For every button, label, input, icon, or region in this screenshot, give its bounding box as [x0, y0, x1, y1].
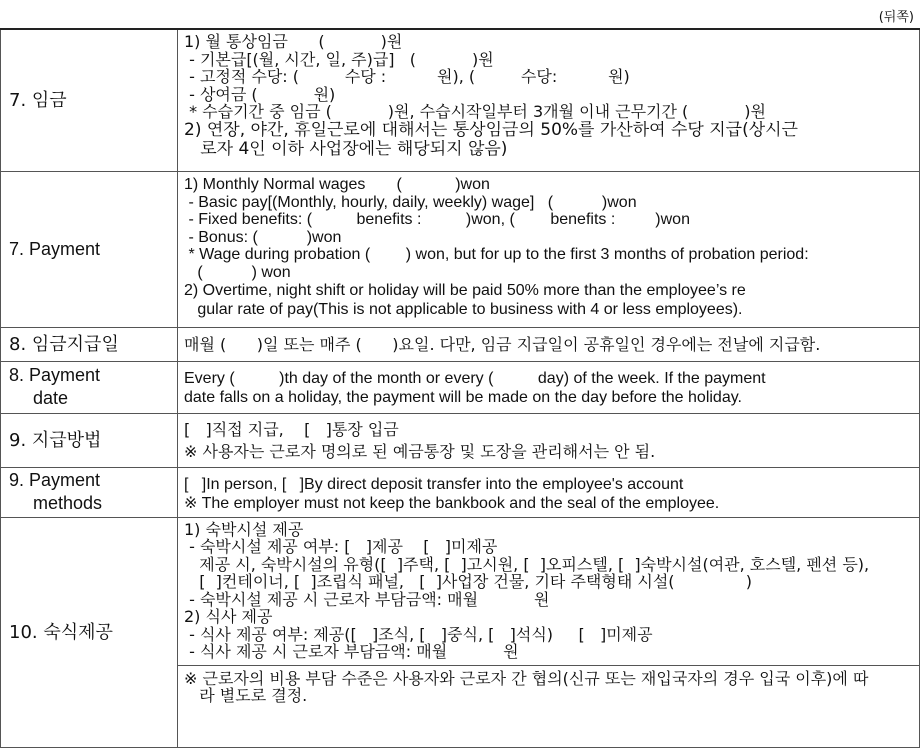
paydate-ko-label: 8. 임금지급일 [1, 327, 178, 361]
lodging-ko-note [178, 665, 919, 705]
wage-en-line: - Basic pay[(Monthly, hourly, daily, weekly) wage] ( )won [184, 193, 637, 211]
lodging-ko-line: [ ]컨테이너, [ ]조립식 패널, [ ]사업장 건물, 기타 주택형태 시설( ) [184, 573, 752, 591]
lodging-ko-note-line: ※ 근로자의 비용 부담 수준은 사용자와 근로자 간 협의(신규 또는 재입국자의 경우 입국 이후)에 따 [184, 669, 869, 687]
wage-ko-row [1, 29, 920, 171]
wage-en-line: - Bonus: ( )won [184, 228, 342, 246]
wage-ko-content [178, 29, 920, 171]
paydate-ko-text: 매월 ( )일 또는 매주 ( )요일. 다만, 임금 지급일이 공휴일인 경우에는 전날에 지급함. [184, 335, 821, 354]
wage-ko-line: - 기본급[(월, 시간, 일, 주)급] ( )원 [184, 50, 494, 68]
lodging-ko-line: 1) 숙박시설 제공 [184, 520, 304, 538]
paydate-en-content [178, 361, 920, 413]
method-en-line1: [ ]In person, [ ]By direct deposit transfer into the employee's account [184, 475, 684, 493]
paydate-en-line: Every ( )th day of the month or every ( day) of the week. If the payment [184, 369, 766, 387]
method-en-label-line2: methods [33, 493, 103, 513]
lodging-ko-line: - 숙박시설 제공 여부: [ ]제공 [ ]미제공 [184, 538, 498, 556]
lodging-ko-note-line: 라 별도로 결정. [184, 687, 308, 705]
method-en-label-line1: 9. Payment [9, 470, 101, 490]
wage-ko-line: 2) 연장, 야간, 휴일근로에 대해서는 통상임금의 50%를 가산하여 수당 지급(상시근 [184, 120, 798, 140]
paydate-en-label-line2: date [33, 388, 69, 408]
lodging-ko-line: - 식사 제공 여부: 제공([ ]조식, [ ]중식, [ ]석식) [ ]미제공 [184, 625, 653, 643]
paydate-en-label [1, 361, 178, 413]
lodging-ko-content [178, 517, 920, 747]
paydate-ko-content [178, 327, 920, 361]
wage-ko-line: - 상여금 ( 원) [184, 85, 336, 103]
wage-ko-line: - 고정적 수당: ( 수당 : 원), ( 수당: 원) [184, 68, 630, 86]
method-ko-content [178, 413, 920, 467]
method-en-line2: ※ The employer must not keep the bankbook and the seal of the employee. [184, 495, 720, 512]
paydate-en-line: date falls on a holiday, the payment will be made on the day before the holiday. [184, 388, 742, 406]
wage-en-line: ( ) won [184, 263, 291, 281]
lodging-ko-label: 10. 숙식제공 [1, 517, 178, 747]
method-ko-line2: ※ 사용자는 근로자 명의로 된 예금통장 및 도장을 관리해서는 안 됨. [184, 441, 656, 461]
lodging-ko-line: - 숙박시설 제공 시 근로자 부담금액: 매월 원 [184, 590, 550, 608]
lodging-ko-line: 2) 식사 제공 [184, 608, 273, 626]
wage-en-line: gular rate of pay(This is not applicable to business with 4 or less employees). [184, 301, 743, 318]
wage-en-row [1, 171, 920, 327]
method-en-row [1, 467, 920, 517]
wage-en-content [178, 171, 920, 327]
method-en-label [1, 467, 178, 517]
paydate-ko-row [1, 327, 920, 361]
wage-en-line: 2) Overtime, night shift or holiday will be paid 50% more than the employee’s re [184, 282, 746, 299]
wage-ko-line: * 수습기간 중 임금 ( )원, 수습시작일부터 3개월 이내 근무기간 ( )원 [184, 103, 766, 121]
wage-ko-line: 1) 월 통상임금 ( )원 [184, 33, 403, 51]
wage-ko-label: 7. 임금 [1, 29, 178, 171]
method-ko-row [1, 413, 920, 467]
lodging-ko-line: 제공 시, 숙박시설의 유형([ ]주택, [ ]고시원, [ ]오피스텔, [ ]숙박시설(여관, 호스텔, 펜션 등), [184, 555, 870, 573]
method-ko-label: 9. 지급방법 [1, 413, 178, 467]
contract-form-table [0, 28, 920, 748]
method-en-content [178, 467, 920, 517]
paydate-en-label-line1: 8. Payment [9, 365, 101, 385]
wage-en-line: - Fixed benefits: ( benefits : )won, ( benefits : )won [184, 211, 690, 228]
lodging-ko-line: - 식사 제공 시 근로자 부담금액: 매월 원 [184, 643, 519, 661]
method-ko-line1: [ ]직접 지급, [ ]통장 입금 [184, 419, 399, 439]
wage-ko-line: 로자 4인 이하 사업장에는 해당되지 않음) [184, 139, 508, 159]
lodging-ko-row [1, 517, 920, 747]
wage-en-label: 7. Payment [1, 171, 178, 327]
wage-en-line: * Wage during probation ( ) won, but for up to the first 3 months of probation period: [184, 246, 809, 263]
page-side-mark: (뒤쪽) [878, 10, 914, 25]
wage-en-line: 1) Monthly Normal wages ( )won [184, 175, 490, 193]
paydate-en-row [1, 361, 920, 413]
